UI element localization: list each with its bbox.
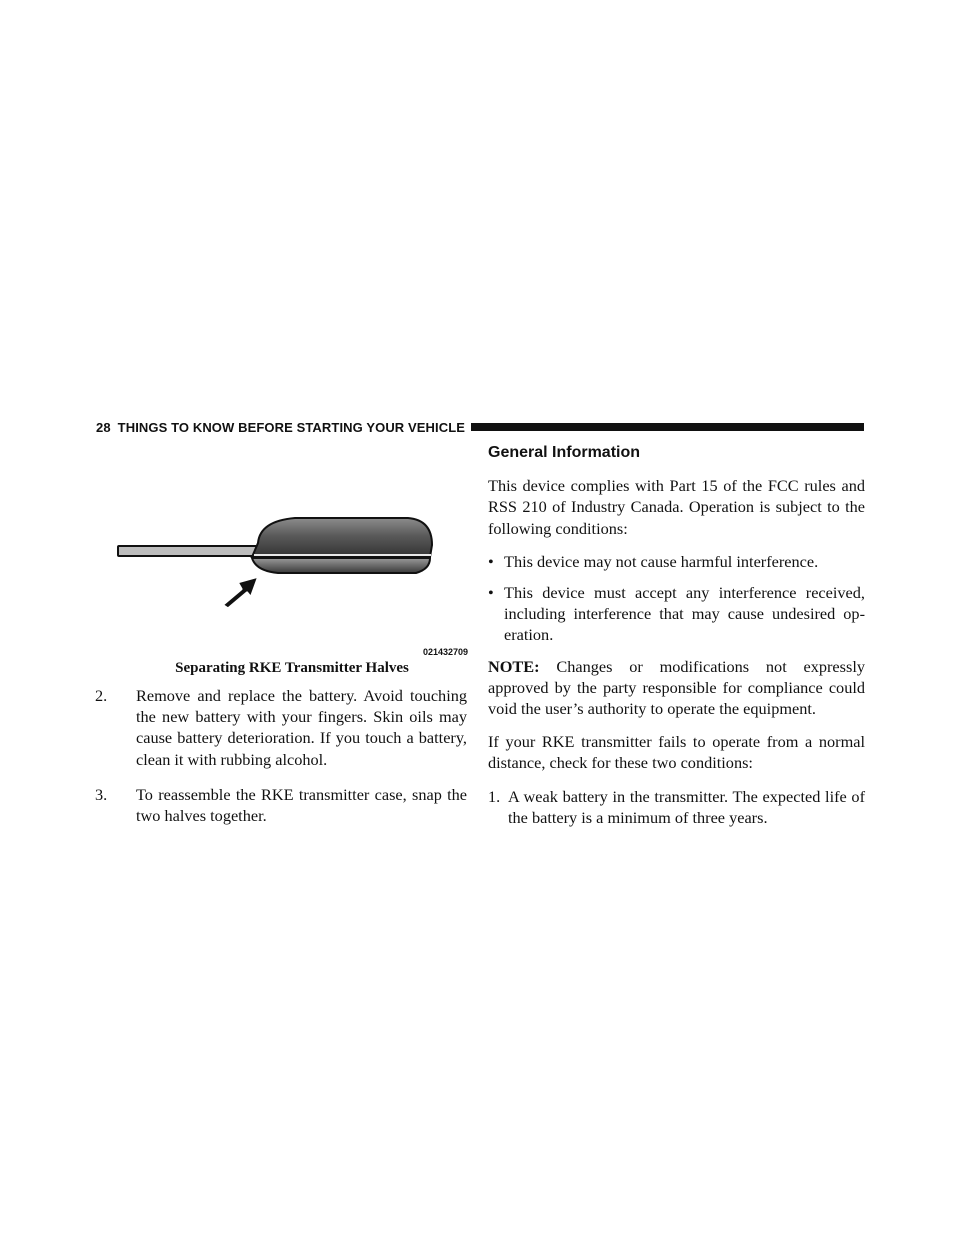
condition-item [488,786,865,828]
failure-paragraph: If your RKE transmitter fails to operate from a normal distance, check for these two conditions: [488,732,865,773]
chapter-title: THINGS TO KNOW BEFORE STARTING YOUR VEHICLE [117,419,466,435]
bullet-text: This device must accept any interference received, including interference that may cause undesired op-eration. [504,583,865,645]
bullet-icon: • [488,583,494,603]
right-column [488,438,865,828]
section-heading: General Information [488,444,641,461]
figure-code: 021432709 [422,647,468,657]
step-text: To reassemble the RKE transmitter case, snap the two halves together. [136,784,467,826]
note-text: Changes or modifications not expressly approved by the party responsible for compliance could void the user’s authority to operate the equipment. [488,656,865,719]
condition-text: A weak battery in the transmitter. The expected life of the battery is a minimum of three years. [508,786,865,827]
rke-transmitter-figure [110,505,472,657]
step-item [95,784,467,826]
bullet-icon: • [488,551,494,571]
rke-transmitter-illustration [110,505,472,657]
note-paragraph [488,656,865,720]
page-header [96,419,864,435]
condition-number: 1. [488,786,501,806]
bullet-text: This device may not cause harmful interference. [504,551,819,571]
step-item [95,685,467,770]
step-number: 3. [95,784,108,804]
left-column [95,685,467,840]
page-number: 28 [96,419,111,435]
bullet-item [488,582,865,646]
intro-paragraph: This device complies with Part 15 of the FCC rules and RSS 210 of Industry Canada. Operation is subject to the following conditions: [488,476,865,538]
bullet-item [488,551,865,572]
figure-caption: Separating RKE Transmitter Halves [175,660,409,676]
step-text: Remove and replace the battery. Avoid touching the new battery with your fingers. Skin oils may cause battery deterioration. If you touch a battery, clean it with rubbing alcohol. [136,686,467,769]
step-number: 2. [95,686,108,705]
header-rule [471,423,864,431]
note-label: NOTE: [488,656,540,676]
